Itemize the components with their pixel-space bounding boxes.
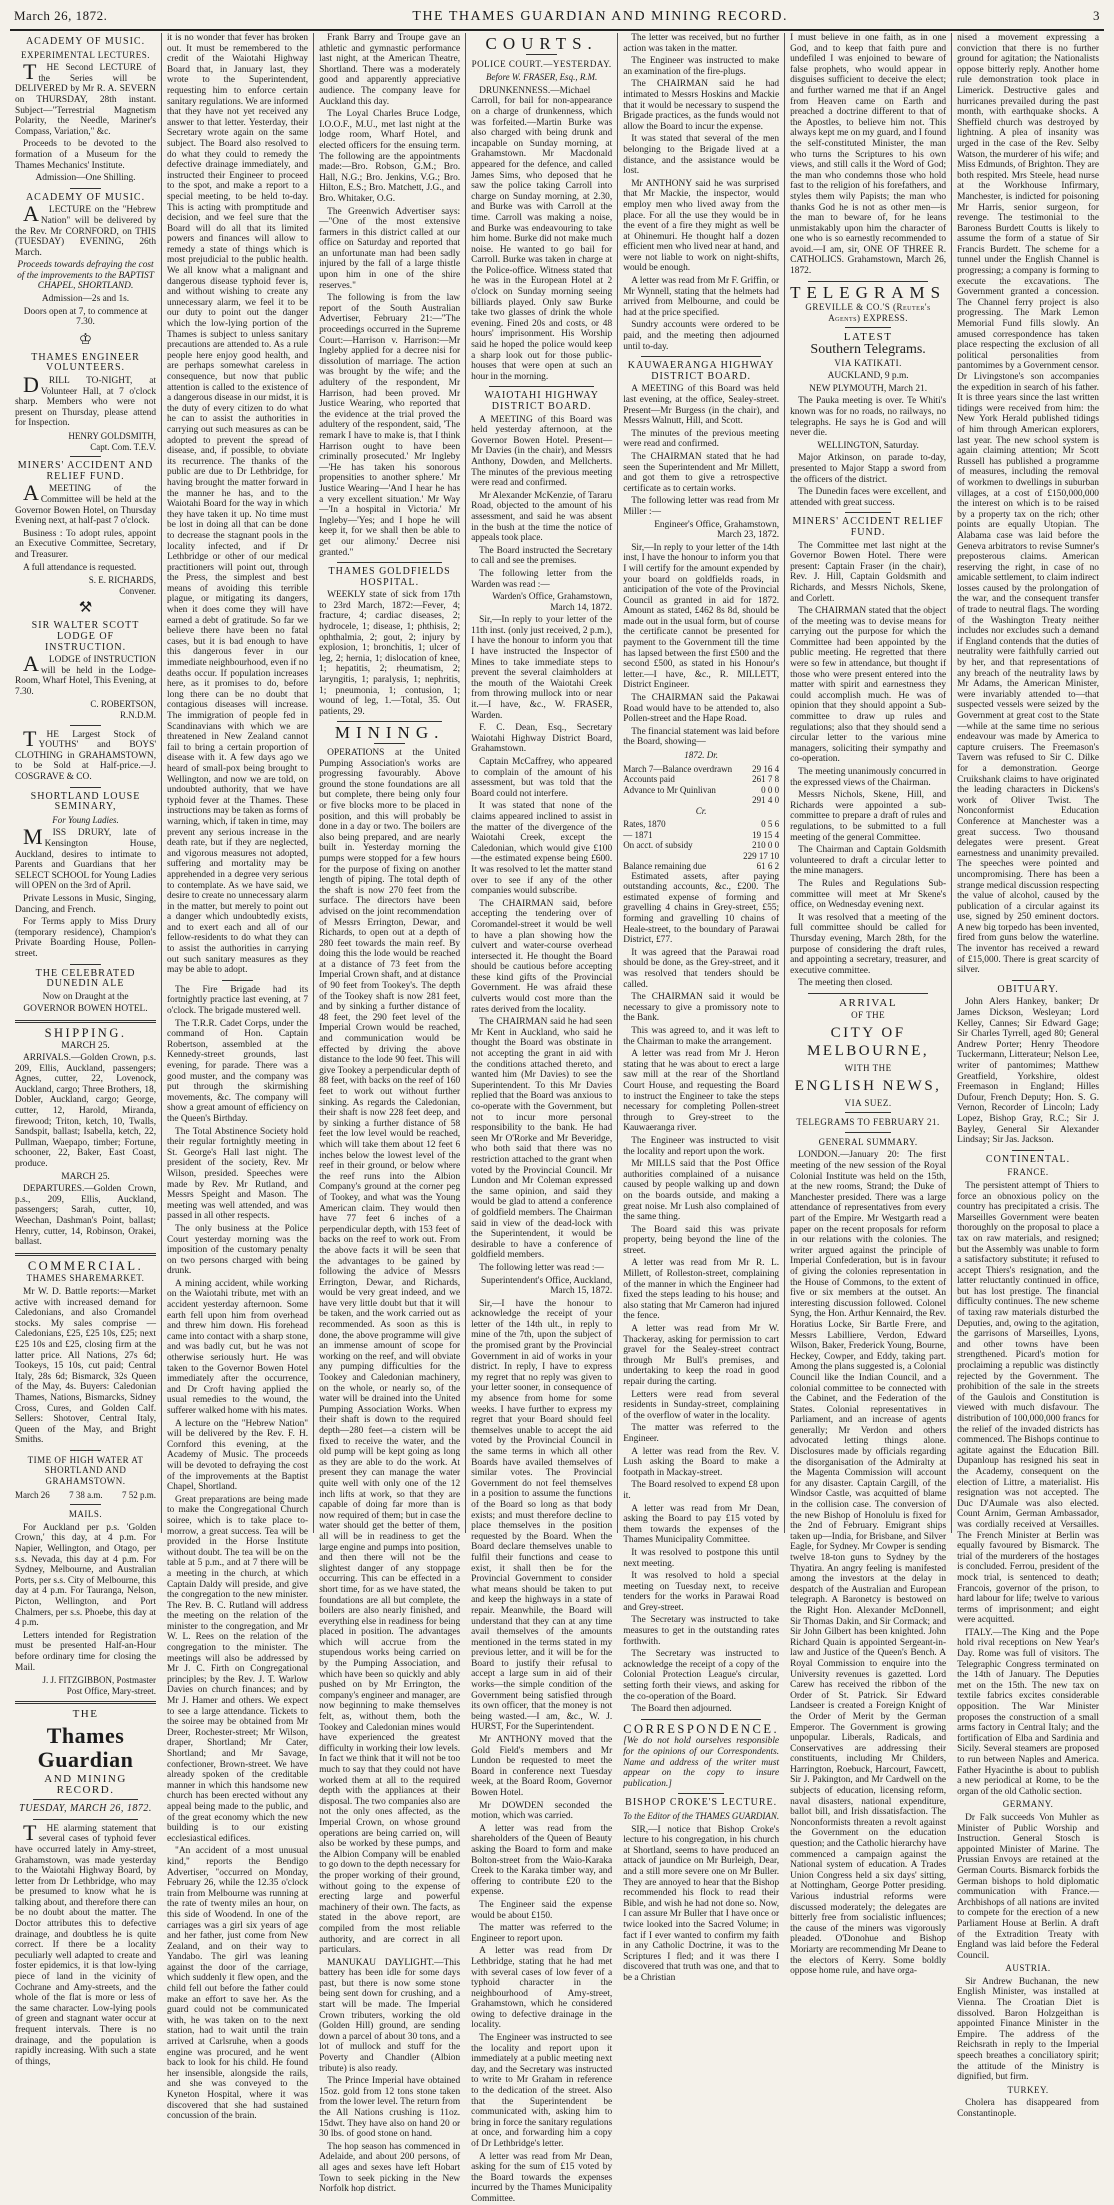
kau-item: The Board then adjourned. — [631, 1704, 732, 1715]
divider — [222, 980, 253, 981]
general-summary-title: GENERAL SUMMARY. — [818, 1136, 918, 1147]
divider — [33, 1799, 138, 1800]
mining-item: The hop season has commenced in Adelaide, and about 200 persons, of all ages and sexes have left Hobart Town to seek picking in the New Norfolk hop district. — [319, 2141, 461, 2195]
mining-item: MANUKAU DAYLIGHT.—This battery has been idle for some days past, but there is now some stone being sent down for crushing, and a start will be made. The Imperial Crown tributers, working the old (Golden Hill) ground, are sending down a parcel of about 30 tons, and a lot of mullock and stuff for the Poverty and Chandler (Albion tribute) is also ready. — [319, 1957, 461, 2074]
column-5 — [618, 33, 785, 1983]
column-6 — [785, 33, 952, 1977]
account-credit-heading: Cr. — [695, 805, 707, 816]
city-of-melbourne-heading: CITY OF MELBOURNE, — [807, 1025, 930, 1060]
account-amount: 29 16 4 — [752, 763, 780, 774]
editorial-continued: it is no wonder that fever has broken out. It must be remembered to the credit of the Waiotahi Highway Board that, in January last, they wrote to the Superintendent, requesting him to enforce certain sanitary regulations. We are informed that they have not yet received any answer to that letter. Yesterday, their Secretary wrote again on the same subject. The Board also resolved to do what they could to remedy the defective drainage immediately, and instructed their Engineer to proceed to the spot, and make a report to a special meeting, to be held to-day. This is acting with promptitude and decision, and we feel sure that the Board will do all that its limited powers and finances will allow to remedy a state of things which is most prejudicial to the public health. We all know what a malignant and dangerous disease typhoid fever is, and without wishing to create any unnecessary alarm, we feel it to be our duty to point out the danger which the low-lying portion of the Thames is subject to unless sanitary precautions are attended to. As a rule people here enjoy good health, and are perhaps somewhat careless in consequence, but now that public attention is called to the existence of a dangerous disease in our midst, it is the duty of every citizen to do what he can to assist the authorities in carrying out such measures as can be adopted to prevent the spread of disease, and, if possible, to obviate its recurrence. The thanks of the public are due to Dr Lethbridge, for having brought the matter forward in the manner he has, and to the Waiotahi Board for the way in which they have taken it up. No time must be lost in doing all that can be done to decrease the stagnant pools in the locality infected, and if Dr Lethbridge or other of our medical practitioners will point out, through the Press, the simplest and best means of avoiding this terrible plague, or mitigating its dangers, when it does come they will have earned a debt of gratitude. So far we believe there have been no fatal cases, but it is bad enough to have this dangerous fever in our immediate neighbourhood, even if no deaths occur. If population increases here, as it promises to do, before long there can be no doubt that contagious diseases will increase. The immigration of people fed in Scandinavians with which we are threatened in New Zealand cannot fail to bring a certain proportion of disease with it. A few days ago we heard of small-pox being brought to Wellington, and now we are told, on undoubted authority, that we have typhoid fever at the Thames. These instructions may be taken as forms of warning, which, if taken in time, may prevent any serious increase in the death rate, but if they are neglected, and vigorous measures not adopted, suffering and mortality may be apprehended in a degree very serious to contemplate. As we have said, we desire to create no unnecessary alarm in the matter, but merely to point out a danger which undoubtedly exists, and to exert each and all of our fellow-residents to do what they can to assist the authorities in carrying out such sanitary measures as they may be able to adopt. — [167, 33, 309, 976]
telegram-item: The Pauka meeting is over. Te Whiti's known was for no roads, no railways, no telegraphs. He says he is God and will never die. — [790, 396, 947, 439]
mails-title: MAILS. — [68, 1509, 103, 1520]
with-the-label: WITH THE — [844, 1063, 892, 1074]
tide-evening: 7 52 p.m. — [122, 1489, 157, 1500]
kau-item: Sir,—In reply to your letter of the 14th inst, I have the honour to inform you that I will certify for the amount expended by your board on goldfields roads, in anticipation of the vote of the Provincial Council as granted in aid for 1872. Amount as stated, £462 8s 8d, should be made out in the usual form, but of course the certificate cannot be presented for payment to the Government till the time has lapsed between the first £500 and the second £500, as stated in his Honour's letter.—I have, &c., R. MILLETT, District Engineer. — [623, 542, 780, 691]
commercial-title: COMMERCIAL. — [27, 1258, 144, 1273]
shipping-departures: DEPARTURES.—Golden Crown, p.s., 209, Ellis, Auckland, passengers; Sarah, cutter, 10, Weechan, Dashman's Point, ballast; Henry, cutter, 14, Robinson, Orakei, ballast. — [15, 1184, 157, 1248]
table-row — [623, 851, 779, 862]
kau-item: It was resolved to postpone this until next meeting. — [623, 1547, 780, 1569]
kau-item: Engineer's Office, Grahamstown, March 23, 1872. — [654, 519, 780, 541]
kau-item: A MEETING of this Board was held last evening, at the office, Sealey-street. Present—Mr Burgess (in the chair), and Messrs Walnutt, Hill, and Scott. — [623, 384, 780, 427]
account-label: — 1871 — [623, 829, 653, 840]
dunedin-body: Now on Draught at the — [42, 991, 129, 1002]
column-1 — [10, 33, 162, 2067]
divider — [526, 54, 557, 55]
shipping-title: SHIPPING. — [44, 1025, 127, 1040]
telegram-item: Major Atkinson, on parade to-day, presented to Major Stapp a sword from the officers of the district. — [790, 453, 947, 485]
divider — [70, 1504, 101, 1505]
account-total: 229 17 10 — [743, 850, 780, 861]
table-row — [623, 774, 779, 785]
france-title: FRANCE. — [1007, 1167, 1049, 1178]
turkey-title: TURKEY. — [1007, 2084, 1049, 2095]
bishop-title: BISHOP CROKE'S LECTURE. — [625, 1797, 778, 1809]
waiotahi-item: It was stated that several of the men belonging to the Brigade lived at a distance, and the assistance would be lost. — [623, 134, 780, 177]
divider — [33, 1819, 138, 1820]
divider — [70, 787, 101, 788]
divider — [374, 743, 405, 744]
kau-item: A letter was read from the Rev. V. Lush asking the Board to make a footpath in Mackay-street. — [623, 1446, 780, 1478]
miners-body-2: Business : To adopt rules, appoint an Executive Committee, Secretary, and Treasurer. — [15, 528, 157, 560]
austria-title: AUSTRIA. — [1005, 1963, 1051, 1974]
waiotahi-item: Mr ANTHONY said he was surprised that Mr Mackie, the inspector, would employ men who lived away from the place. For all the use they would be in the event of a fire they might as well be at Ohinemuri. He thought half a dozen efficient men who lived near at hand, and were not liable to work on night-shifts, would be enough. — [623, 178, 780, 274]
masthead — [10, 6, 1104, 31]
academy2-body: ALECTURE on the "Hebrew Nation" will be delivered by the Rev. Mr CORNFORD, on THIS (TUESDAY) EVENING, 26th March. — [15, 201, 157, 258]
police-body: DRUNKENNESS.—Michael Carroll, for bail for non-appearance on a charge of drunkenness, which was forfeited.—Martin Burke was also charged with being drunk and incapable on Sunday morning, at Grahamstown. Mr Macdonald appeared for the defence, and called James Sims, who deposed that he saw the police taking Carroll into charge on Sunday morning, at 2.30, and Burke was with Carroll at the time. Carroll was making a noise, and Burke was endeavouring to take him home. Burke did not make much noise. He wanted to go bail for Carroll. Burke was taken in charge at the Police-office. Witness stated that he was in the European Hotel at 2 o'clock on Sunday morning seeing billiards played. Only saw Burke take two glasses of drink the whole evening. Fined 20s and costs, or 48 hours' imprisonment. His Worship said he hoped the police would keep a sharp look out for those public-houses that were open at such an hour in the morning. — [471, 85, 613, 382]
telegrams-title: TELEGRAMS — [790, 282, 947, 302]
miners-title: MINERS' ACCIDENT AND RELIEF FUND. — [17, 460, 154, 482]
mining-body: OPERATIONS at the United Pumping Association's works are progressing favourably. Above ground the stone foundations are all but complete, there being only four or five blocks more to be placed in position, and this will probably be done in a day or two. The boilers are also being prepared, and are nearly built in. Yesterday morning the pumps were stopped for a few hours for the purpose of fixing on another length of piping. The total depth of the shaft is now 270 feet from the surface. The directors have been advised on the joint recommendation of Messrs Errington, Dewar, and Richards, to open out at a depth of 280 feet towards the main reef. By doing this the lode would be reached at a distance of 73 feet from the Imperial Crown shaft, and at distance of 90 feet from Tookey's. The depth of the Tookey shaft is now 281 feet, and by sinking a further distance of 48 feet, the 290 feet level of the Imperial Crown would be reached, and communication would be effected by driving the above distance to the lode 90 feet. This will give Tookey a perpendicular depth of 88 feet, with backs on the reef of 160 feet to work out without further sinking. As regards the Caledonian, their shaft is now 228 feet deep, and by sinking a further distance of 58 feet the low level would be reached, which will take them about 12 feet 6 inches below the lowest level of the reef in their ground, or below where the reef runs into the Albion Company's ground at the corner peg of Tookey, and what was the Young American claim. They would then have 77 feet 6 inches of a perpendicular depth, with 153 feet of backs on the reef to work out. From the above facts it will be seen that the advantages to be gained by following the advice of Messrs Errington, Dewar, and Richards, would be very great indeed, and we have very little doubt but that it will be taken, and the work carried out as recommended. As soon as this is done, the above programme will give an immense amount of scope for working on the reef, and will obviate any pumping difficulties for the Tookey and Caledonian machinery, on the whole, or nearly so, of the water will be drained into the United Pumping Association Works. When their shaft is down to the required depth—280 feet—a cistern will be fixed to receive the water, and the old pump will be kept going as long as they are able to do the work. At present they can manage the water quite well with only one of the 12 inch lifts at work, so that they are capable of doing far more than is now required of them; but in case the water should get the better of them, all will be in readiness to get the large engine and pumps into position, and then there will not be the slightest danger of any stoppage occurring. This can be effected in a short time, for as we have stated, the foundations are all but complete, the boilers are also nearly finished, and everything else in readiness for being placed in position. The advantages which will accrue from the stupendous works being carried on by the Pumping Association, and which have been so quickly and ably pushed on by Mr Errington, the company's engineer and manager, are now beginning to make themselves felt, as, without them, both the Tookey and Caledonian mines would have experienced the greatest difficulty in working their low levels. In fact we think that it will not be too much to say that they could not have worked them at all to the required depth with the appliances at their disposal. The two companies also are not the only ones affected, as the Imperial Crown, on whose ground operations are being carried on, will also be worked by these pumps, and the Albion Company will be enabled to go down to the depth necessary for the proper working of their ground, without going to the expense of erecting large and powerful machinery of their own. The facts, as stated in the above report, are compiled from the most reliable authority, and are correct in all particulars. — [319, 748, 461, 1956]
table-row — [623, 861, 779, 872]
local-item: The Loyal Charles Bruce Lodge, I.O.O.F., M.U., met last night at the lodge room, Wharf Hotel, and elected officers for the ensuing term. The following are the appointments made:—Bro. Robson, G.M.; Bro. Hall, N.G.; Bro. Jenkins, V.G.; Bro. Hilton, E.S.; Bro. Matchett, J.G., and Bro. Whitaker, O.G. — [319, 109, 461, 204]
waiotahi-item: The matter was referred to the Engineer to report upon. — [471, 1923, 613, 1944]
local-item: The following is from the law report of the South Australian Advertiser, February 21:—"The proceedings occurred in the Supreme Court:—Harrison v. Harrison:—Mr Ingleby applied for a decree nisi for dissolution of marriage. The action was brought by the wife; and the adultery of the respondent, Mr Harrison, had been proved. Mr Justice Wearing, who reported that the evidence at the trial proved the adultery of the respondent, said, 'The remark I have to make is, that I think Harrison ought to have been criminally prosecuted.' Mr Ingleby—'He has taken his sonorous propensities to another sphere.' Mr Justice Wearing—'And I hear he has a very excellent situation.' Mr Way—'In a hospital in Victoria.' Mr Ingleby—'Yes; and I hope he will keep it, for we shall then be able to get our alimony.' Decree nisi granted." — [319, 293, 461, 558]
local-item: The Greenwich Advertiser says:—"One of the most extensive farmers in this district called at our office on Saturday and reported that an unfortunate man had been sadly injured by the fall of a large thistle upon him in one of the shire reserves." — [319, 206, 461, 291]
account-label: Accounts paid — [623, 774, 675, 785]
telegram-dateline: NEW PLYMOUTH, March 21. — [809, 383, 928, 394]
shipping-arrivals: ARRIVALS.—Golden Crown, p.s. 209, Ellis, Auckland, passengers; Agnes, cutter, 22, Lovenock, Auckland, cargo; Three Brothers, 18, Dobler, Auckland, cargo; George, cutter, 12, Harold, Miranda, firewood; Triton, ketch, 10, Twalls, Sandspit, ballast; Isabella, ketch, 22, Pullman, Waepapo, timber; Fortune, schooner, 22, Baker, East Coast, produce. — [15, 1053, 157, 1170]
column-7 — [952, 33, 1104, 2119]
editorial-body: THE alarming statement that several cases of typhoid fever have occurred lately in Amy-street, Grahamstown, was made yesterday to the Waiotahi Highway Board, by letter from Dr Lethbridge, who may be presumed to know what he is talking about, and therefore there can be no doubt about the matter. The Doctor attributes this to defective drainage, and doubtless he is quite correct. If there be a locality peculiarly well adapted to create and foster epidemics, it is that low-lying piece of land in the vicinity of Cochrane and Amy-streets, and the whole of the flat is more or less of the same character. Low-lying pools of green and stagnant water occur at frequent intervals. There is no drainage, and the population is rapidly increasing. With such a state of things, — [15, 1819, 157, 2067]
waiotahi-item: A letter was read from Mr Dean, asking for the sum of £15 voted by the Board towards the expenses incurred by the Thames Municipality Committee. — [471, 2151, 613, 2204]
dunedin-title: THE CELEBRATED DUNEDIN ALE — [35, 967, 136, 990]
table-row — [623, 830, 779, 841]
latest-label: LATEST — [843, 331, 893, 344]
divider — [337, 721, 442, 722]
police-before: Before W. FRASER, Esq., R.M. — [486, 72, 598, 83]
mails-note: Letters intended for Registration must be presented Half-an-Hour before ordinary time for closing the Mail. — [15, 1630, 157, 1673]
masthead-date: March 26, 1872. — [14, 8, 108, 23]
divider — [845, 512, 891, 513]
seminary-subtitle: For Young Ladies. — [52, 814, 119, 825]
local-item: The only business at the Police Court yesterday morning was the imposition of the customary penalty on two persons charged with being drunk. — [167, 1223, 309, 1277]
divider — [489, 386, 594, 387]
commercial-body: Mr W. D. Battle reports:—Market active with increased demand for Caledonians, and also Cromandel stocks. My sales comprise —Caledonians, £25, £25 10s, £25; next £25 10s and £25, closing firm at the latter price. All Nations, 27s 6d; Tookeys, 15 10s, cut paid; Central Italy, 28s 6d; Bismarck, 32s Queen of the May, 4s. Buyers: Caledonian Thames, Nations, Bismarcks, Sidney Cross, Cures, and Golden Calf. Sellers: Shotover, Central Italy, Queen of the May, and Bright Smiths. — [15, 1286, 157, 1446]
divider — [70, 188, 101, 189]
miners2-item: The Chairman and Captain Goldsmith volunteered to draft a circular letter to the mine managers. — [790, 845, 947, 877]
divider — [70, 725, 101, 726]
local-item: A lecture on the "Hebrew Nation" will be delivered by the Rev. F. H. Cornford this evening, at the Academy of Music. The proceeds will be devoted to defraying the cost of the improvements at the Baptist Chapel, Shortland. — [167, 1418, 309, 1493]
account-amount: 19 15 4 — [752, 829, 780, 840]
miners-sig-name: S. E. RICHARDS, — [88, 575, 157, 586]
column-3 — [314, 33, 466, 2195]
divider — [808, 281, 928, 282]
waiotahi-title: WAIOTAHI HIGHWAY DISTRICT BOARD. — [484, 390, 599, 412]
waiotahi-item: It was stated that none of the claims appeared inclined to assist in the matter of the divergence of the Waiotahi Creek, except the Caledonian, which would give £100—the estimated expense being £600. It was resolved to let the matter stand over to see if any of the other companies would subscribe. — [471, 801, 613, 897]
waiotahi-item: F. C. Dean, Esq., Secretary Waiotahi Highway District Board, Grahamstown. — [471, 723, 613, 755]
obituary-body: John Alers Hankey, banker; Dr James Dickson, Wesleyan; Lord Kelley, Cannes; Sir Edward Gage; Sir Charles Tyrrell, aged 80; General Andrew Porter; Henry Theodore Tuckermann, Litterateur; Nelson Lee, writer of pantomimes; Matthew Greatfield, Yorkshire, oldest Freemason in England; Hilles Dufour, French Deputy; Hon. S. G. Vernon, Recorder of Lincoln; Lady Lopez, Bishop Gray, R.C.; Sir J. Bayley, General Sir Alexander Lindsay; Sir Jas. Jackson. — [957, 997, 1099, 1146]
lodge-signature — [15, 699, 156, 720]
telegram-item: The Dunedin faces were excellent, and attended with great success. — [790, 487, 947, 508]
kau-item: Letters were read from several residents in Sunday-street, complaining of the overflow of water in the locality. — [623, 1389, 780, 1421]
local-item: "An accident of a most unusual kind," reports the Bendigo Advertiser, "occurred on Monday, February 26, while the 12.35 o'clock train from Melbourne was running at the rate of twenty miles an hour, on this side of Woodend. In one of the carriages was a girl six years of age and her father, just come from New Zealand, and on their way to Yandabo. The girl was leaning against the door of the carriage, which suddenly it flew open, and the child fell out before the father could make an effort to save her. As the guard could not be communicated with, he was taken on to the next station, had to wait until the train arrived at Carlsruhe, when a goods engine was procured, and he went back to look for his child. He found her insensible, alongside the rails, and she was conveyed to the Kyneton Hospital, where it was discovered that she had sustained concussion of the brain. — [167, 1846, 309, 2122]
account-label: On acct. of subsidy — [623, 840, 693, 851]
waiotahi-item: The CHAIRMAN said he had seen Mr Kent in Auckland, who said he thought the Board was obstinate in not accepting the grant in aid with the conditions attached thereto, and wanted him (Mr Davies) to see the Superintendent. To this Mr Davies replied that the Board was anxious to co-operate with the Government, but not to incur more personal responsibility to the bank. He had seen Mr O'Rorke and Mr Beveridge, who both said that there was no restriction attached to the grant when voted by the Provincial Council. Mr Lundon and Mr Coleman expressed the same opinion, and said they would be glad to attend a conference of goldfield members. The Chairman said in view of the dead-lock with the Superintendent, it would be desirable to have a conference of goldfield members. — [471, 1017, 613, 1261]
volunteers-sig-name: HENRY GOLDSMITH, — [68, 431, 157, 441]
waiotahi-item: The letter was received, but no further action was taken in the matter. — [623, 33, 780, 54]
account-debit-table — [623, 764, 779, 806]
waiotahi-item: Sir,—In reply to your letter of the 11th inst. (only just received, 2 p.m.), I have the honour to inform you that I have instructed the Inspector of Mines to take immediate steps to prevent the several claimholders at the mouth of the Waiotahi Creek from throwing mullock into or near it.—I have, &c., W. FRASER, Warden. — [471, 615, 613, 721]
column-4 — [466, 33, 618, 2204]
telegrams-subtitle: GREVILLE & CO.'S (Reuter's Agents) EXPRESS. — [805, 302, 931, 323]
divider — [1012, 1150, 1044, 1151]
hospital-title: THAMES GOLDFIELDS HOSPITAL. — [328, 566, 451, 588]
local-item: The T.R.R. Cadet Corps, under the command of Hon. Captain Robertson, assembled at the Kennedy-street grounds, last evening, for parade. There was a good muster, and the company was put through the skirmishing movements, &c. The company will show a great amount of efficiency on the Queen's Birthday. — [167, 1018, 309, 1124]
column-2 — [162, 33, 314, 2122]
obituary-title: OBITUARY. — [997, 983, 1059, 995]
mails-sig-address: Post Office, Mary-street. — [66, 1685, 157, 1696]
correspondence-title: CORRESPONDENCE. — [623, 1721, 780, 1736]
kau-item: A letter was read from Mr W. Thackeray, asking for permission to cart gravel for the Sealey-street contract through Mr Bull's premises, and undertaking to keep the road in good repair during the carting. — [623, 1324, 780, 1387]
masthead-page-number: 3 — [1092, 8, 1100, 23]
local-item: The Fire Brigade had its fortnightly practice last evening, at 7 o'clock. The brigade mustered well. — [167, 984, 309, 1017]
waiotahi-item: The CHAIRMAN said, before accepting the tendering over of Coromandel-street it would be well to have a plan showing how the culvert and water-course overhead intersected it. He thought the Board should be cautious before accepting these kind gifts of the Provincial Government. He was afraid these culverts would cost more than the rates derived from the locality. — [471, 898, 613, 1015]
kau-item: It was resolved to hold a special meeting on Tuesday next, to receive tenders for the works in Parawai Road and Grey-street. — [623, 1571, 780, 1613]
hospital-body: WEEKLY state of sick from 17th to 23rd March, 1872:—Fever, 4; fracture, 4; cardiac diseases, 2; hydrocele, 1; disease, 1; phthisis, 2; ophthalmia, 2; gout, 2; injury by explosion, 1; bronchitis, 1; ulcer of leg, 2; hernia, 1; dislocation of knee, 1; hepatitis, 2; rheumatism, 2; laryngitis, 1; paralysis, 1; nephritis, 1; pneumonia, 1; contusion, 1; wound of leg, 1.—Total, 35. Out patients, 29. — [319, 590, 461, 717]
kau-item: A letter was read from Mr Dean, asking the Board to pay £15 voted by them towards the expenses of the Thames Municipality Committee. — [623, 1503, 780, 1546]
academy-body: THE Second LECTURE of the Series will be DELIVERED by Mr R. A. SEVERN on THURSDAY, 28th instant. Subject—"Terrestrial Magnetism Polarity, the Needle, Mariner's Compass, Variation," &c. — [15, 59, 157, 137]
waiotahi-item: A letter was read from Dr Lethbridge, stating that he had met with several cases of low fever of a typhoid character in the neighbourhood of Amy-street, Grahamstown, which he considered owing to defective drainage in the locality. — [471, 1946, 613, 2031]
account-total: 291 4 0 — [752, 795, 780, 806]
table-row — [623, 764, 779, 775]
waiotahi-item: Captain McCaffrey, who appeared to complain of the amount of his assessment, but was told that the Board could not interfere. — [471, 757, 613, 799]
waiotahi-item: The following letter was read :— — [479, 1262, 604, 1273]
bishop-to: To the Editor of the THAMES GUARDIAN. — [623, 1810, 780, 1821]
crown-emblem-icon: ♔ — [78, 331, 93, 348]
telegram-dateline: WELLINGTON, Saturday. — [817, 440, 919, 451]
lodge-body: ALODGE of INSTRUCTION will be held in the Lodge-Room, Wharf Hotel, This Evening, at 7.30. — [15, 651, 157, 697]
seminary-body: MISS DRURY, late of Kensington House, Auckland, desires to intimate to Parents and Guardians that her SELECT SCHOOL for Young Ladies will OPEN on the 3rd of April. — [15, 824, 157, 892]
divider — [641, 356, 761, 357]
account-credit-table — [623, 819, 779, 872]
waiotahi-item: A letter was read from Mr F. Griffin, or Mr Wynnell, stating that the helmets had arrived from Melbourne, and could be had at the price specified. — [623, 276, 780, 318]
miners-body: AMEETING of the Committee will be held at the Governor Bowen Hotel, on Thursday Evening next, at half-past 7 o'clock. — [15, 480, 157, 527]
table-row — [623, 840, 779, 851]
kau-item: The financial statement was laid before the Board, showing— — [623, 726, 780, 748]
divider — [845, 327, 891, 328]
kau-item: The Board said this was private property, being beyond the line of the street. — [623, 1224, 780, 1256]
kau-item: Estimated assets, after paying outstanding accounts, &c., £200. The estimated expense of forming and gravelling 4 chains in Grey-street, £55; forming and gravelling 10 chains of Heale-street, to the boundary of Parawai District, £77. — [623, 871, 780, 946]
academy2-doors: Doors open at 7, to commence at 7.30. — [23, 306, 148, 328]
kau-item: The minutes of the previous meeting were read and confirmed. — [623, 428, 780, 450]
divider — [641, 1719, 761, 1720]
austria-body: Sir Andrew Buchanan, the new English Minister, was installed at Vienna. The Croatian Diet is dissolved. Baron Holzgeithan is appointed Finance Minister in the Empire. The address of the Reichsrath in reply to the Imperial speech breathes a conciliatory spirit; the attitude of the Ministry is dignified, but firm. — [957, 1976, 1099, 2083]
masthead-title: THE THAMES GUARDIAN AND MINING RECORD. — [412, 9, 789, 24]
waiotahi-item: Sundry accounts were ordered to be paid, and the meeting then adjourned until to-day. — [623, 320, 780, 352]
academy2-admission: Admission—2s and 1s. — [41, 294, 130, 305]
academy-admission: Admission—One Shilling. — [35, 173, 136, 184]
seminary-title: SHORTLAND LOUSE SEMINARY, — [30, 790, 141, 813]
summary-body: LONDON.—January 20: The first meeting of the new session of the Royal Colonial Institute was held on the 15th, at the new rooms, Strand; the Duke of Manchester presided. There was a large attendance of representatives from every part of the Empire. Mr Westgarth read a paper on the recent proposals for reform in our relations with the colonies. The writer argued against the principle of Imperial Confederation, but is in favour of giving the colonies representation in the House of Commons, to the extent of five or six members at the outset. An interesting discussion followed. Colonel Syng, the Hon. Arthur Kennaird, the Rev. Horatius Locke, Sir Bartle Frere, and Messrs Labilliere, Verdon, Edward Wilson, Baker, Frederick Young, Bourne, Heckey, Cowper, and Eddy, taking part. Among the plans suggested is, a Colonial Council like the Indian Council, and a colonial committee to be connected with the Cabinet, and the Federation of the States. Colonial representatives in Parliament, and an increase of agents generally; Mr Verdon and others advocated letting things alone. Disclosures made by officials regarding the disorganisation of the Admiralty at the Magenta Commission will account for any disaster. Captain Cargill, of the Windsor Castle, was acquitted of blame in the collision case. The conversion of the new Bishop of Honolulu is fixed for the 2nd of February. Emigrant ships taken up—India, for Brisbane, and Silver Eagle, for Sydney. Mr Cowper is sending twelve 18-ton guns to Sydney by the Thyatira. An angry feeling is manifested among the investors at the delay in despatch of the Australian and European telegraph. A Baronetcy is bestowed on the Right Hon. Alexander McDonnell, Sir Thomas Dakin, and Sir Cormack; and Sir John Gilbert has been knighted. John Richard Quain is appointed Sergeant-in-law and Justice of the Queen's Bench. A Royal Commission to enquire into the University revenues is gazetted. Lord Carew has received the ribbon of the Order of St. Patrick. Sir Edward Landseer is created a Foreign Knight of the Order of Merit by the German Emperor. The Government is growing unpopular. Liberals, Radicals, and Conservatives are addressing their constituents, including Mr Childers, Harrington, Roebuck, Harcourt, Fawcett, Sir J. Pakington, and Mr Cardwell on the subjects of education, licensing reform, naval disasters, national expenditure, ballot bill, and Irish dissatisfaction. The Nonconformists threaten a revolt against the Government on the education question; and the Catholic hierarchy have commenced a campaign against the National system of education. A Trades Union Congress held a six days' sitting, at Nottingham, George Potter presiding. Various industrial reforms were discussed moderately; the delegates are bitterly free from socialistic influences; the cause of the miners was vigorously pleaded. O'Donohue and Bishop Moriarty are recommending Mr Deane to the electors of Kerry. Some boldly oppose home rule, and have orga- — [790, 1150, 947, 1977]
miners2-item: Messrs Nichols, Skene, Hill, and Richards were appointed a sub-committee to prepare a draft of rules and regulations, to be submitted to a full meeting of the general Committee. — [790, 790, 947, 843]
bishop-continued: I must believe in one faith, as in one God, and to keep that faith pure and undefiled I was enjoined to beware of false prophets, who would appear in disguises sufficient to deceive the elect; and further warned me that if an Angel from Heaven came on Earth and preached a doctrine different to that of the Apostles, to believe him not. This always kept me on my guard, and I found the self-constituted Minister, the man who turns the Scriptures to his own views, and still calls it the Word of God; the man who condemns those who hold fast to the religion of his forefathers, and styles them wily Papists; the man who thanks God he is not as other men—is the man to beware of, for he leans unmistakably upon him the character of one who is so earnestly recommended to avoid.—I am, sir, ONE OF THREE R. CATHOLICS. Grahamstown, March 26, 1872. — [790, 33, 947, 277]
miners2-item: The meeting then closed. — [798, 978, 893, 989]
tide-date: March 26 — [15, 1489, 50, 1500]
kau-item: The Secretary was instructed to take measures to get in the outstanding rates forthwith. — [623, 1615, 780, 1647]
continental-title: CONTINENTAL. — [985, 1153, 1071, 1165]
kau-item: Mr MILLS said that the Post Office authorities complained of a nuisance caused by people walking up and down on the boards outside, and making a great noise. Mr Lush also complained of the same thing. — [623, 1159, 780, 1223]
kau-item: The matter was referred to the Engineer. — [623, 1423, 780, 1444]
divider — [15, 1701, 156, 1704]
academy2-title: ACADEMY OF MUSIC. — [25, 191, 146, 203]
divider — [678, 1793, 724, 1794]
italy-body: ITALY.—The King and the Pope hold rival receptions on New Year's Day. Rome was full of visitors. The Telegraphic Congress terminated on the 14th of January. The Deputies met on the 15th. The new tax on textile fabrics excites considerable opposition. The War Minister proposes the construction of a small arms factory in Central Italy; and the fortification of Elba and Sardinia and Sicily. Several steamers are proposed to run between Naples and America. Father Hyacinthe is about to publish a new periodical at Rome, to be the organ of the old Catholic section. — [957, 1627, 1099, 1797]
paper-name: Thames Guardian — [37, 1722, 134, 1772]
waiotahi-item: Superintendent's Office, Auckland, March 15, 1872. — [481, 1275, 613, 1297]
account-amount: 0 5 6 — [761, 819, 780, 830]
waiotahi-item: The Engineer was instructed to make an examination of the fire-plugs. — [623, 56, 780, 77]
divider — [845, 1112, 891, 1113]
correspondence-note: [We do not hold ourselves responsible for the opinions of our Correspondents. Name and address of the writer must appear on the copy to insure publication.] — [623, 1736, 780, 1789]
shipping-date-2: MARCH 25. — [61, 1171, 110, 1182]
turkey-body: Cholera has disappeared from Constantinople. — [957, 2098, 1099, 2119]
arrival-label: ARRIVAL — [839, 996, 898, 1009]
divider — [808, 993, 928, 994]
germany-title: GERMANY. — [1002, 1799, 1054, 1810]
account-label: March 7—Balance overdrawn — [623, 763, 733, 774]
kau-item: The CHAIRMAN said the Pakawai Road would have to be attended to, also Pollen-street and the Hape Road. — [623, 693, 780, 725]
divider — [70, 1450, 101, 1451]
france-body: The persistent attempt of Thiers to force an obnoxious policy on the country has precipitated a crisis. The Marseilles Government were beaten thoroughly on the proposal to place a tax on raw materials, and resigned; but the Assembly was unable to form a satisfactory substitute; it refused to accept Thiers's resignation, and the latter reluctantly continued in office, but has lost prestige. The financial difficulty continues. The new scheme of taxing raw materials disturbed the Deputies, and, owing to the agitation, the garrisons of Marseilles, Lyons, and other towns have been strengthened. Picard's motion for proclaiming a republic was distinctly rejected by the Government. The prohibition of the sale in the streets of the Gaulois and Constitution is viewed with much disfavour. The distribution of 100,000,000 francs for the relief of the invaded districts has commenced. The Bishops continue to agitate against the Education Bill. Dupanloup has resigned his seat in the Academy, consequent on the election of Littre, a materialist. His resignation was not accepted. The Duc D'Aumale was also elected. Count Arnim, German Ambassador, was cordially received at Versailles. The French Minister at Berlin was equally favoured by Bismarck. The trial of the murderers of the hostages is concluded. Ferrou, president of the mock trial, is sentenced to death; Francois, governor of the prison, to hard labour for life; twelve to various terms of imprisonment; and eight were acquitted. — [957, 1180, 1099, 1626]
kau-item: A letter was read from Mr R. L. Millett, of Rolleston-street, complaining of the manner in which the Engineer had fixed the steps leading to his house; and also stating that Mr Cameron had injured the fence. — [623, 1258, 780, 1322]
telegrams-february: TELEGRAMS TO FEBRUARY 21. — [796, 1117, 940, 1128]
local-item: The Total Abstinence Society hold their regular fortnightly meeting in St. George's Hall last night. The president of the society, Rev. Mr Wilson, presided. Speeches were made by Rev. Mr Rutland, and Messrs Speight and Mason. The meeting was well attended, and was passed in all other respects. — [167, 1126, 309, 1222]
account-label — [623, 851, 732, 862]
kau-item: This was agreed to, and it was left to the Chairman to make the arrangement. — [623, 1026, 780, 1047]
dunedin-hotel: GOVERNOR BOWEN HOTEL. — [23, 1004, 148, 1015]
academy-title: ACADEMY OF MUSIC. — [25, 36, 146, 47]
of-the-label: OF THE — [851, 1010, 886, 1021]
clothing-ad: THE Largest Stock of YOUTHS' and BOYS' CLOTHING in GRAHAMSTOWN, to be Sold at Half-price.—J. COSGRAVE & CO. — [15, 725, 157, 783]
tide-morning: 7 38 a.m. — [69, 1489, 103, 1500]
account-label: Rates, 1870 — [623, 819, 666, 830]
waiotahi-item: Mr DOWDEN seconded the motion, which was carried. — [471, 1800, 613, 1822]
paper-the: THE — [72, 1708, 99, 1721]
volunteers-sig-title: Capt. Com. T.E.V. — [90, 441, 157, 452]
southern-telegrams-heading: Southern Telegrams. — [810, 342, 926, 358]
account-amount: 261 7 8 — [752, 774, 780, 785]
account-label: Balance remaining due — [623, 861, 707, 872]
volunteers-title: THAMES ENGINEER VOLUNTEERS. — [31, 351, 140, 374]
miners-signature — [15, 575, 156, 596]
lodge-sig-title: R.N.D.M. — [120, 710, 157, 721]
mining-item: The Prince Imperial have obtained 15oz. gold from 12 tons stone taken from the lower level. The return from the All Nations crushing is 11oz. 15dwt. They have also on hand 20 or 30 lbs. of good stone on hand. — [319, 2076, 461, 2140]
kau-item: The CHAIRMAN said it would be necessary to give a promissory note to the Bank. — [623, 992, 780, 1024]
miners-body-3: A full attendance is requested. — [23, 562, 137, 573]
local-item: A mining accident, while working on the Waiotahi tribute, met with an accident yesterday afternoon. Some earth fell upon him from overhead and threw him down. His forehead came into contact with a sharp stone, and was badly cut, but he was not otherwise seriously hurt. He was taken to the Governor Bowen Hotel immediately after the occurrence, and Dr Croft having applied the usual remedies to the wound, the sufferer walked home with his mates. — [167, 1278, 309, 1416]
columns — [10, 33, 1104, 2204]
account-amount: 210 0 0 — [752, 840, 780, 851]
masonic-compass-icon: ⚒ — [78, 600, 93, 617]
miners2-item: It was resolved that a meeting of the full committee should be called for Thursday evening, March 28th, for the purpose of considering the draft rules, and appointing a secretary, treasurer, and executive committee. — [790, 912, 947, 976]
lodge-sig-name: C. ROBERTSON, — [90, 699, 157, 710]
waiotahi-item: Mr Alexander McKenzie, of Tararu Road, objected to the amount of his assessment, and said he was absent in the bush at the time the notice of appeals took place. — [471, 490, 613, 544]
paper-dateline: TUESDAY, MARCH 26, 1872. — [19, 1803, 152, 1815]
commercial-subtitle: THAMES SHAREMARKET. — [26, 1273, 145, 1284]
seminary-body-2: Private Lessons in Music, Singing, Dancing, and French. — [15, 893, 157, 915]
kauwaeranga-title: KAUWAERANGA HIGHWAY DISTRICT BOARD. — [627, 360, 775, 382]
waiotahi-item: The Engineer said the expense would be about £150. — [471, 1899, 613, 1921]
tide-title: TIME OF HIGH WATER AT SHORTLAND AND GRAHAMSTOWN. — [27, 1454, 144, 1487]
account-label: Advance to Mr Quinlivan — [623, 784, 716, 795]
table-row — [623, 819, 779, 830]
account-label — [623, 795, 748, 806]
kau-item: The Secretary was instructed to acknowledge the receipt of a copy of the Colonial Protection League's circular, setting forth their views, and asking for the co-operation of the Board. — [623, 1649, 780, 1702]
kau-item: It was agreed that the Parawai road should be done, as the Grey-street, and it was resolved that tenders should be called. — [623, 947, 780, 990]
kau-item: The Board resolved to expend £8 upon it. — [623, 1480, 780, 1501]
shipping-date-1: MARCH 25. — [61, 1040, 110, 1051]
waiotahi-item: The Engineer was instructed to see the locality and report upon it immediately at a public meeting next day, and the Secretary was instructed to write to Mr Graham in reference to the dedication of the street. Also that the Superintendent be communicated with, asking him to bring in force the sanitary regulations at once, and forwarding him a copy of Dr Lethbridge's letter. — [471, 2033, 613, 2149]
kau-item: The CHAIRMAN stated that he had seen the Superintendent and Mr Millett, and got them to give a retrospective certificate as to certain works. — [623, 451, 780, 494]
english-news-heading: ENGLISH NEWS, — [794, 1077, 942, 1094]
waiotahi-item: A MEETING of this Board was held yesterday afternoon, at the Governor Bowen Hotel. Present—Mr Davies (in the chair), and Messrs Anthony, Dowden, and Mellcherts. The minutes of the previous meeting were read and confirmed. — [471, 414, 613, 489]
academy-body-2: Proceeds to be devoted to the formation of a Museum for the Thames Mechanics' Institute. — [15, 139, 157, 171]
waiotahi-item: The CHAIRMAN said he had intimated to Messrs Hoskins and Mackie that it would be necessary to suspend the Brigade practices, as the funds would not allow the Board to incur the expense. — [623, 79, 780, 132]
kau-item: The Engineer was instructed to visit the locality and report upon the work. — [623, 1135, 780, 1157]
tide-row — [15, 1490, 156, 1501]
account-heading: 1872. Dr. — [684, 750, 719, 760]
divider — [1012, 980, 1044, 981]
divider — [15, 1253, 156, 1256]
lodge-title: SIR WALTER SCOTT LODGE OF INSTRUCTION. — [31, 620, 140, 653]
account-amount: 0 0 0 — [761, 784, 780, 795]
mails-body: For Auckland per p.s. 'Golden Crown,' this day, at 4 p.m. For Napier, Wellington, and Otago, per s.s. Nevada, this day at 4 p.m. For Sydney, Melbourne, and Australian Ports, per s.s. City of Melbourne, this day at 4 p.m. For Tauranga, Nelson, Picton, Wellington, and Port Chalmers, per s.s. Phoebe, this day at 4 p.m. — [15, 1522, 157, 1629]
miners2-item: The CHAIRMAN stated that the object of the meeting was to devise means for carrying out the purpose for which the Committee had been appointed by the public meeting. He regretted that there were so few in attendance, but thought if those who were present entered into the matter with spirit and earnestness they could accomplish much. He was of opinion that they should appoint a Sub-committee to draw up rules and regulations; also that they should send a circular letter to the various mine managers, soliciting their sympathy and co-operation. — [790, 606, 947, 765]
local-item: Frank Barry and Troupe gave an athletic and gymnastic performance last night, at the American Theatre, Shortland. There was a moderately good and apparently appreciative audience. The company leave for Auckland this day. — [319, 33, 461, 107]
waiotahi-item: The Board instructed the Secretary to call and see the premises. — [471, 545, 613, 567]
police-title: POLICE COURT.—YESTERDAY. — [471, 58, 612, 69]
divider — [70, 964, 101, 965]
mails-sig-name: J. J. FITZGIBBON, Postmaster — [42, 1675, 157, 1686]
summary-continued: nised a movement expressing a conviction that there is no further ground for agitation; the Nationalists oppose bitterly reply. Another home rule demonstration took place in Limerick. Destructive gales and hurricanes prevailed during the past month, with earthquake shocks. A Sheffield church was destroyed by lightning. A plea of insanity was urged in the case of the Rev. Selby Watson, the murderer of his wife; and Miss Edmunds, of Brighton. They are both respited. Mrs Steele, head nurse at the Workhouse Infirmary, Manchester, is indicted for poisoning Mr Harris, senior surgeon, for revenge. The testimonial to the Baroness Burdett Coutts is likely to assume the form of a statue of Sir Francis Burdett. The scheme for a tunnel under the English Channel is progressing; a company is forming to execute the excavations. The Government granted a concession. The Channel ferry project is also progressing. The Mark Lemon Memorial Fund fills slowly. An amused correspondence has taken place respecting the exclusion of all political personalities from pantomimes by a Government censor. Dr Livingstone's son accompanies the expedition in search of his father. It is three years since the last written tidings were received from him: the New York Herald published tidings of him through American explorers, last year. The new school system is again claiming attention; Mr Scott Russell has published a programme of measures, including the removal of workmen to dwellings in suburban villages, at a cost of £150,000,000 the interest on which is to be raised by a property tax on the rich; other points are equally Utopian. The Alabama case was laid before the Geneva arbitrators to revise Sumner's preposterous claims. American reserving the right, in case of no amicable settlement, to claim indirect losses caused by the prolongation of the war, and the consequent transfer of trade to neutral flags. The wording of the Washington Treaty neither includes nor excludes such a demand if England contends that the duties of neutrality were faithfully carried out by her, and that representations of any breach of the neutrality laws by Mr Adams, the American Minister, were invariably attended to—that suspected vessels were seized by the Government at great cost to the State—while at the same time no serious endeavour was made by America to capture cruisers. The Freemason's Tavern was refused to Sir C. Dilke for a demonstration. George Cruikshank claims to have originated the leading characters in Dickens's work of Oliver Twist. The Nonconformist Education Conference at Manchester was a great success. Two thousand delegates were present. Great earnestness and unanimity prevailed. The speeches were pointed and uncompromising. There has been a strange medical discussion respecting the value of alcohol, caused by the publication of a circular against its use, signed by 250 eminent doctors. A new big torpedo has been invented, fired from guns below the waterline. The inventor has received a reward of £15,000. There is great scarcity of silver. — [957, 33, 1100, 976]
academy2-italic: Proceeds towards defraying the cost of the improvements to the BAPTIST CHAPEL, SHORTLAND. — [17, 260, 154, 292]
seminary-body-3: For Terms apply to Miss Drury (temporary residence), Champion's Private Boarding House, Pollen-street. — [15, 917, 157, 959]
divider — [337, 562, 442, 563]
divider — [70, 456, 101, 457]
waiotahi-item: Warden's Office, Grahamstown, March 14, 1872. — [492, 592, 613, 613]
local-item: Great preparations are being made to make the Congregational Church soiree, which is to take place to-morrow, a great success. Tea will be provided in the Horse Institute without doubt. The tea will be on the table at 5 p.m., and at 7 there will be a meeting in the church, at which Captain Daldy will preside, and give the congregation to the new minister. The Rev. B. C. Rutland will address the meeting on the relation of the minister to the congregation, and Mr W. L. Rees on the relation of the congregation to the minister. The meetings will also be addressed by Mr J. C. Firth on Congregational principles; by the Rev. J. T. Warlow Davies on church finances; and by Mr J. Hamer and others. We expect to see a large attendance. Tickets to the soiree may be obtained from Mr Dreer, Rochester-street; Mr Wilson, draper, Shortland; Mr Cater, Shortland; and Mr Savage, confectioner, Brown-street. We have already spoken of the creditable manner in which this handsome new church has been erected without any appeal being made to the public, and of the great economy which the new building is to our existing ecclesiastical edifices. — [167, 1494, 309, 1844]
mails-signature — [15, 1675, 156, 1696]
via-suez: VIA SUEZ. — [844, 1097, 892, 1108]
telegram-dateline: AUCKLAND, 9 p.m. — [827, 371, 909, 382]
waiotahi-item: Sir,—I have the honour to acknowledge the receipt of your letter of the 14th ult., in reply to mine of the 7th, upon the subject of the promised grant by the Provincial Government in aid of works in your district. In reply, I have to express my regret that no reply was given to your letter sooner, in consequence of my absence from home for some weeks. I have further to express my regret that your Board should feel themselves unable to accept the aid voted by the Provincial Council in the same terms in which all other Boards have availed themselves of similar votes. The Provincial Government do not feel themselves in a position to assume the functions of the Board so long as that body exists; and must therefore decline to place themselves in the position requested by the Board. When the Board declare themselves unable to fulfil their functions and cease to exist, it shall then be for the Provincial Government to consider what means should be taken to put and keep the highways in a state of repair. Meanwhile, the Board will understand that they can at any time avail themselves of the amounts mentioned in the terms stated in my previous letter, and it will be for the Board to justify their refusal to accept a large sum in aid of their works—the simple condition of the Government being satisfied through its own officer, that the money is not being wasted.—I am, &c., W. J. HURST, For the Superintendent. — [471, 1298, 613, 1733]
via-katikati: VIA KATIKATI. — [834, 357, 902, 368]
academy-subtitle: EXPERIMENTAL LECTURES. — [21, 49, 150, 60]
kau-item: A letter was read from Mr J. Heron stating that he was about to erect a large saw mill at the rear of the Shortland Court House, and requesting the Board to instruct the Engineer to take the steps necessary for completing Pollen-street through to Grey-street to the Kauwaeranga river. — [623, 1049, 780, 1134]
volunteers-body: DRILL TO-NIGHT, at Volunteer Hall, at 7 o'clock sharp. Members who were not present on Thursday, please attend for Inspection. — [15, 372, 157, 429]
account-balance: 61 6 2 — [756, 861, 780, 872]
table-row — [623, 795, 779, 806]
germany-body: Dr Falk succeeds Von Muhler as Minister of Public Worship and Instruction. General Stosch is appointed Minister of Marine. The Prussian Envoys are retained at the German Courts. Bismarck forbids the German bishops to hold diplomatic communication with France.—Archbishops of all nations are invited to compete for the erection of a new Parliament House at Berlin. A draft of the Extradition Treaty with England was laid before the Federal Council. — [957, 1812, 1099, 1961]
miners2-item: The meeting unanimously concurred in the expressed views of the Chairman. — [790, 767, 947, 788]
divider — [15, 1020, 156, 1023]
kau-item: The following letter was read from Mr Miller :— — [623, 496, 780, 517]
miners2-item: The Rules and Regulations Sub-committee will meet at Mr Skene's office, on Wednesday evening next. — [790, 878, 947, 911]
courts-title: COURTS. — [485, 34, 598, 53]
paper-subtitle: AND MINING RECORD. — [44, 1772, 127, 1796]
waiotahi-item: A letter was read from the shareholders of the Queen of Beauty asking the Board to form and make Bolton-street from the Waio-Karaka Creek to the Karaka timber way, and offering to contribute £20 to the expense. — [471, 1823, 613, 1898]
miners2-title: MINERS' ACCIDENT RELIEF FUND. — [792, 516, 944, 538]
mining-title: MINING. — [334, 723, 445, 743]
miners-sig-title: Convener. — [119, 585, 157, 596]
waiotahi-item: The following letter from the Warden was read :— — [471, 568, 613, 590]
waiotahi-item: Mr ANTHONY moved that the Gold Field's members and Mr Lundon be requested to meet the Board in conference next Tuesday week, at the Board Room, Governor Bowen Hotel. — [471, 1735, 613, 1798]
volunteers-signature — [15, 431, 156, 452]
table-row — [623, 785, 779, 796]
bishop-body: SIR,—I notice that Bishop Croke's lecture to his congregation, in his church at Shortland, seems to have produced an attack of jaundice on Mr Burleigh, Dear, and a still more severe one on Mr Buller. They are annoyed to hear that the Bishop recommended his flock to read their Bible, and wish he had not done so. Now, I can assure Mr Buller that I have once or twice looked into the Sacred Volume; in fact if I ever wanted to confirm my faith in any Catholic Doctrine, it was to the Scriptures I fled; and it was there I discovered that truth was one, and that to be a Christian — [623, 1824, 780, 1983]
divider — [845, 1132, 891, 1133]
miners2-item: The Committee met last night at the Governor Bowen Hotel. There were present: Captain Fraser (in the chair), Rev. J. Hill, Captain Goldsmith and Richards, and Messrs Nichols, Skene, and Corlett. — [790, 540, 947, 604]
